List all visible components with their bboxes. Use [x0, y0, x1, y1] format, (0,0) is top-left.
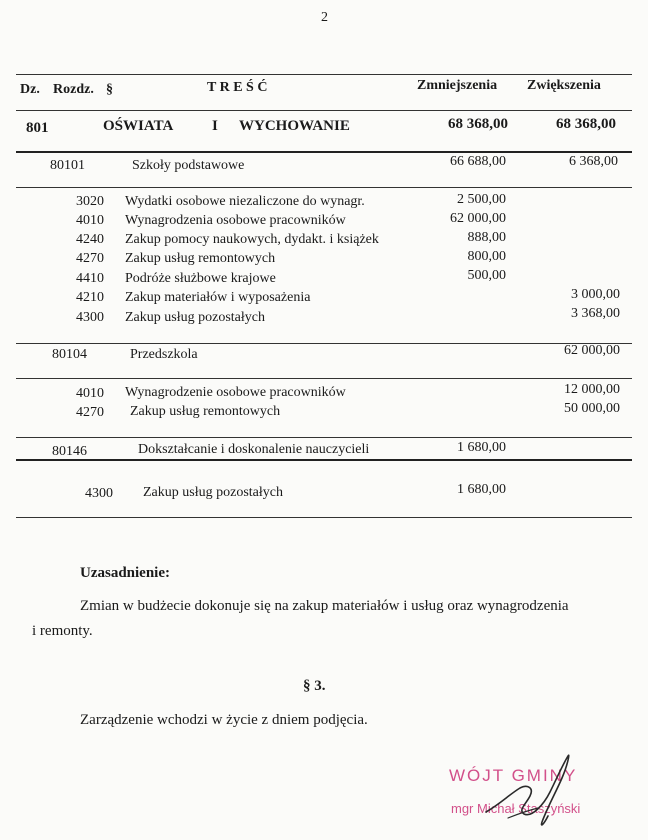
page-number: 2: [321, 10, 328, 25]
header-bottom-rule: [16, 110, 632, 111]
section-bottom-rule: [16, 151, 632, 153]
chapter-increase: 62 000,00: [564, 343, 620, 358]
item-code: 4010: [76, 213, 104, 228]
section-decrease: 68 368,00: [448, 116, 508, 132]
chapter-rule: [16, 437, 632, 438]
stamp-title: WÓJT GMINY: [449, 766, 578, 785]
chapter-rule: [16, 459, 632, 461]
item-increase: 3 000,00: [571, 287, 620, 302]
item-name: Zakup materiałów i wyposażenia: [125, 290, 311, 305]
item-code: 4270: [76, 405, 104, 420]
chapter-code: 80146: [52, 444, 87, 459]
header-dz: Dz.: [20, 82, 40, 97]
justification-heading: Uzasadnienie:: [80, 565, 170, 581]
justification-line-1: Zmian w budżecie dokonuje się na zakup materiałów i usług oraz wynagrodzenia: [80, 598, 569, 614]
header-zmniejszenia: Zmniejszenia: [417, 78, 498, 93]
header-tresc: T R E Ś Ć: [207, 80, 268, 95]
section-title-word-1: OŚWIATA: [103, 118, 174, 134]
item-name: Podróże służbowe krajowe: [125, 271, 276, 286]
chapter-code: 80104: [52, 347, 87, 362]
chapter-decrease: 66 688,00: [450, 154, 506, 169]
item-name: Wynagrodzenia osobowe pracowników: [125, 213, 346, 228]
header-paragraph: §: [106, 82, 113, 97]
section-code: 801: [26, 120, 49, 136]
chapter-name: Szkoły podstawowe: [132, 158, 245, 173]
item-code: 4270: [76, 251, 104, 266]
justification-line-2: i remonty.: [32, 623, 93, 639]
item-name: Wynagrodzenie osobowe pracowników: [125, 385, 346, 400]
section-increase: 68 368,00: [556, 116, 616, 132]
chapter-rule: [16, 343, 632, 344]
chapter-code: 80101: [50, 158, 85, 173]
item-name: Zakup usług pozostałych: [143, 485, 283, 500]
section-title-word-2: I: [212, 118, 218, 134]
signature-icon: [478, 744, 588, 834]
item-code: 4010: [76, 386, 104, 401]
item-decrease: 800,00: [467, 249, 506, 264]
header-rozdz: Rozdz.: [53, 82, 94, 97]
item-decrease: 62 000,00: [450, 211, 506, 226]
chapter-name: Dokształcanie i doskonalenie nauczycieli: [138, 442, 370, 457]
header-top-rule: [16, 74, 632, 75]
stamp-name: mgr Michał Staszyński: [451, 801, 581, 816]
item-code: 4410: [76, 271, 104, 286]
item-code: 4300: [76, 310, 104, 325]
paragraph-text: Zarządzenie wchodzi w życie z dniem podjęcia.: [80, 712, 368, 728]
header-zwiekszenia: Zwiększenia: [527, 78, 601, 93]
item-increase: 3 368,00: [571, 306, 620, 321]
item-code: 4210: [76, 290, 104, 305]
chapter-name: Przedszkola: [130, 347, 198, 362]
item-decrease: 2 500,00: [457, 192, 506, 207]
chapter-rule: [16, 187, 632, 188]
item-code: 4240: [76, 232, 104, 247]
item-name: Zakup usług pozostałych: [125, 310, 265, 325]
item-increase: 50 000,00: [564, 401, 620, 416]
item-decrease: 888,00: [467, 230, 506, 245]
chapter-increase: 6 368,00: [569, 154, 618, 169]
item-name: Zakup usług remontowych: [125, 251, 276, 266]
item-increase: 12 000,00: [564, 382, 620, 397]
chapter-decrease: 1 680,00: [457, 440, 506, 455]
item-name: Zakup pomocy naukowych, dydakt. i książek: [125, 232, 379, 247]
table-bottom-rule: [16, 517, 632, 518]
section-title-word-3: WYCHOWANIE: [239, 118, 350, 134]
item-name: Wydatki osobowe niezaliczone do wynagr.: [125, 194, 365, 209]
item-code: 3020: [76, 194, 104, 209]
item-code: 4300: [85, 486, 113, 501]
paragraph-heading: § 3.: [303, 678, 326, 694]
chapter-rule: [16, 378, 632, 379]
item-decrease: 1 680,00: [457, 482, 506, 497]
item-name: Zakup usług remontowych: [130, 404, 281, 419]
item-decrease: 500,00: [467, 268, 506, 283]
